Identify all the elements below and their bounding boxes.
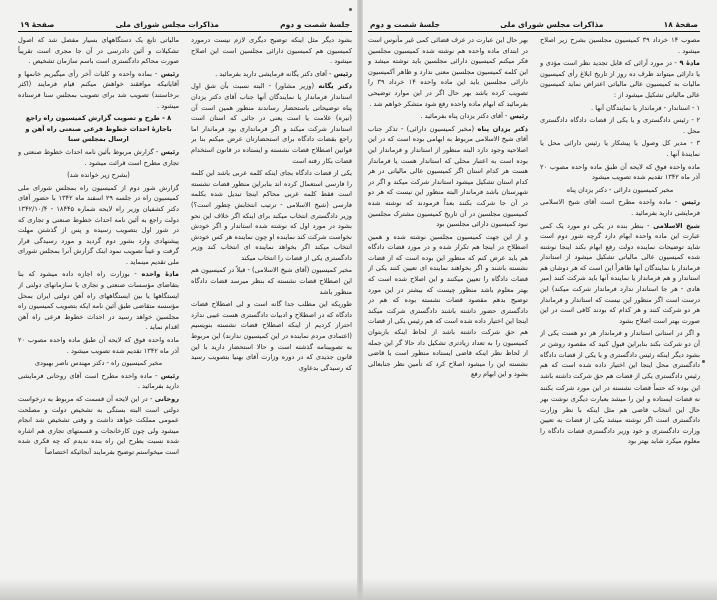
paragraph-text: - در مورد آرائی که قابل تجدید نظر است مؤدی و یا دارائی میتواند ظرف ده روز از تاریخ ابلاغ رأی کمیسیون مالیات به کمیسیون عالی مالیاتی اعتراض نماید کمیسیون عالی مالیاتی تشکیل میشود از :: [540, 59, 700, 99]
page-number: صفحهٔ ۱۹: [20, 20, 55, 29]
paragraph: [191, 299, 352, 373]
paragraph-text: - آقای دکتر یزدان پناه بفرمائید .: [420, 112, 508, 121]
paragraph: [368, 35, 528, 109]
paragraph-text: ماده واحده فوق که لایحه آن طبق ماده واحده مصوب ۲۰ آذر ماه ۱۳۴۲ تقدیم شده تصویب میشود .: [18, 336, 179, 355]
paragraph-text: و اگر در استانی استاندار و فرماندار هر دو هست یکی از آن دو شرکت بکند بنابراین قبول کنید که مقصود روشن تر بشود دیگر اینکه رئیس دادگستری و یا یکی از قضات دادگاه دادگستری محل اینجا این اختیار داده شده است که هم رئیس دادگستری یکی از قضات هم حق شرکت داشته باشد: [540, 329, 700, 380]
paragraph-text: گزارش شور دوم از کمیسیون راه بمجلس شورای ملی کمیسیون راه در جلسه ۲۹ اسفند ماه ۱۳۴۲ با حضور آقای دکتر کشفیان وزیر راه لایحه شماره ۱۸۴۴۵ - ۱۳۴۲/۱۰/۴ دولت راجع به آئین نامه احداث خطوط صنعتی و تجاری که در شور اول بتصویب رسیده و پس از گذشتن مهلت پیشنهادی وارد بشور دوم گردید و مورد رسیدگی قرار گرفت و عیناً تصویب نمود اینک گزارش آنرا بمجلس شورای ملی تقدیم مینماید .: [18, 183, 179, 266]
running-header-right: [368, 18, 700, 29]
paragraph-text: - در این لایحه آن قسمت که مربوط به درخواست دولتی است البته بستگی به تشخیص دولت و مصلحت عمومی مملکت خواهد داشت و وقتی تشخیص شد انجام میشود ولی چون کارخانجات و قسمتهای تجاری هم اشاره شده نسبت بطرح این راه بنده ندیدم که چه فکری شده است میخواستم توضیح بفرمایند آنجائیکه اختصاصاً: [18, 395, 179, 456]
paragraph: [540, 383, 700, 447]
paragraph-text: مخبر کمیسیون دارائی - دکتر یزدان پناه: [566, 185, 674, 194]
paragraph-text: ۸ - طرح و تصویب گزارش کمیسیون راه راجع باجازهٔ احداث خطوط فرعی صنعتی راه آهن و ارسال بمجلس سنا: [25, 114, 172, 144]
session-label: جلسهٔ شصت و دوم: [370, 20, 440, 29]
paragraph-text: طوریکه این مطلب جدا گانه است و لی اصطلاح قضات دادگاه که در اصطلاح و ادبیات دادگستری هست عیبی ندارد احتراز کردیم از اینکه اصطلاح قضات نشسته بنویسیم (اعتمادی مردم نماینده در این کمیسیون ندارند) این مربوط به تصویبنامه گذشته است و حالا استحضار دارید با این قانون جدیدی که در دوره وزارت آقای بهنیا بتصویب رسید که رسیدگی بدعاوی: [191, 300, 352, 372]
column-left: [18, 35, 179, 570]
header-rule: [368, 31, 700, 32]
session-label: جلسهٔ شصت و دوم: [280, 20, 350, 29]
paragraph-text: مصوب ۱۴ خرداد ۳۹ کمیسیون مجلسین بشرح زیر اصلاح میشود .: [540, 36, 700, 55]
paragraph: [540, 35, 700, 56]
section-heading: [18, 113, 179, 145]
scan-speck: [702, 360, 705, 363]
paragraph: [540, 221, 700, 327]
paragraph-text: ۱ - استاندار - فرماندار یا نمایندگان آنها .: [591, 103, 700, 112]
left-page: [18, 18, 352, 578]
speaker-name: مادهٔ واحده: [136, 270, 179, 279]
paragraph-text: مخبر کمیسیون راه - دکتر مهندس ناصر بهبودی: [34, 359, 163, 368]
page-number: صفحهٔ ۱۸: [663, 20, 698, 29]
paragraph-text: - ماده واحده مطرح است آقای روحانی فرمایشی دارید بفرمائید .: [18, 371, 179, 391]
paragraph-text: - بماده واحده و کلیات آخر رأی میگیریم خانمها و آقایانیکه موافقند خواهش میکنم قیام فرمایند (اکثر برخاستند) تصویب شد برای تصویب بمجلس سنا فرستاده میشود .: [18, 69, 179, 110]
paragraph-text: ۳ - مدیر کل وصول یا پیشکار یا رئیس دارائی محل یا نمایندهٔ آنها .: [540, 139, 700, 158]
paragraph: [540, 328, 700, 381]
paragraph-text: - گزارش مربوط بآئین نامه احداث خطوط صنعتی و تجاری مطرح است قرائت میشود .: [18, 147, 179, 167]
paragraph: [18, 35, 179, 67]
paragraph: [368, 124, 528, 230]
paragraph: [540, 58, 700, 100]
right-page: [368, 18, 700, 578]
paragraph: [18, 394, 179, 458]
paragraph-text: مخبر کمیسیون (آقای شیخ الاسلامی) - قبلاً در کمیسیون هم این اصطلاح قضات نشسته که بنظر میرسد قضات دادگاه منظور باشد: [191, 266, 352, 296]
speaker-name: رئیس: [677, 198, 700, 207]
paragraph: [540, 162, 700, 183]
paragraph-text: مالیاتی تابع یک دستگاههای بسیار مفصل شد که اصول تشکیلات و آئین دادرسی در آن جا مجری است تقریباً صورت محاکم دادگستری است باسم سازمان تشخیص .: [18, 36, 179, 66]
paragraph: [540, 197, 700, 218]
centered-note: [540, 185, 700, 196]
centered-note: [18, 358, 179, 369]
paragraph: [191, 69, 352, 80]
paragraph: [191, 265, 352, 297]
text-columns: [18, 35, 352, 570]
paragraph-text: - ماده واحده مطرح است آقای شیخ الاسلامی فرمایشی دارید بفرمائید .: [540, 198, 700, 217]
scan-bottom-edge: [0, 578, 717, 600]
centered-note: [18, 170, 179, 181]
column-right: [191, 35, 352, 570]
speaker-name: شیخ الاسلامی: [649, 221, 700, 230]
running-header-left: [18, 18, 352, 29]
paragraph: [540, 103, 700, 114]
paragraph: [18, 335, 179, 356]
speaker-name: رئیس: [158, 147, 179, 156]
paragraph-text: این بوده که حتماً قضات نشسته در این مورد شرکت بکنند نه قضات ایستاده و این را میشد بعبارت دیگری نوشت بهر حال این انتخاب قاضی هم مثل اینکه با نظر وزارت دادگستری است اگر نوشته میشد یکی از قضات به تعیین وزارت دادگستری و خود وزیر دادگستری قضات دادگاه را معلوم میکرد شاید بهتر بود: [540, 384, 700, 446]
speaker-name: رئیس: [157, 371, 179, 380]
paragraph-text: - بنظر بنده در یکی دو مورد یک کمی عبارت این ماده واحده ابهام دارد گرچه شور دوم است شاید توضیحات نماینده دولت رفع ابهام بکند اینجا نوشته شده کمیسیون عالی مالیاتی تشکیل میشود از استاندار فرماندار یا نمایندگان آنها ظاهراً این است که هر دوشان هم استاندار و هم فرماندار یا نماینده آنها باید شرکت کنند (میر هادی - هر جا استاندار ندارد فرماندار شرکت میکند) این درست است اگر منظور این نیست که استاندار و فرماندار هر دو شرکت کنند و هر کدام که بودند کافی است در این صورت بهتر است اصلاح بشود: [540, 221, 700, 325]
paragraph-text: ماده واحده فوق که لایحه آن طبق ماده واحده مصوب ۲۰ آذر ماه ۱۳۴۲ تقدیم شده تصویب میشود: [540, 162, 700, 182]
scan-speck: [349, 8, 352, 11]
paragraph-text: (مخبر کمیسیون دارائی) - تذکر جناب آقای شیخ الاسلامی مربوط به ابهامی بوده است که در این اصلاحیه وجود دارد البته منظور از استاندار و فرماندار این بوده است به اعتبار محلی که استاندار هست یا فرماندار هست هر کدام استان اگر کمیسیون عالی مالیاتی در هر کدام استان تشکیل میشود استاندار شرکت میکند و اگر در شهرستان باشد فرماندار البته منظور این نیست که هر دو در آن جا شرکت بکنند بعداً فرمودند که نوشته شده کمیسیون مجلسین در آن تاریخ کمیسیون مشترک مجلسین نبود کمیسیون دارائی مجلسین بود: [368, 124, 528, 229]
paragraph: [18, 371, 179, 392]
paragraph: [18, 69, 179, 111]
paragraph-text: بهر حال این عبارت در عرف قضائی کمی غیر مأنوس است در ابتدای ماده واحده هم نوشته شده کمیسیون مجلسین فکر میکنم کمیسیون دارائی مجلسین باید نوشته میشد و این کلمه کمیسیون مجلسین معنی ندارد و ظاهر آکمیسیون دارائی مجلسین باید این ماده واحده ۱۴ خرداد ۳۹ را تصویب کرده باشد بهر حال اگر در این موارد توضیحی بفرمائید که ابهام ماده واحده رفع شود متشکر خواهم شد .: [368, 36, 528, 108]
paragraph: [368, 111, 528, 122]
paragraph-text: یکی از قضات دادگاه بجای اینکه کلمه عربی باشد این کلمه را فارسی استعمال کرده اند بنابراین منظور قضات نشسته است فقط کلمه عربی محاکم اینجا تبدیل شده بکلمه فارسی (شیخ الاسلامی - ترتیب انتخابش چطور است؟) وزیر دادگستری انتخاب میکند برای اینکه اگر خلاف این نحو بشود در مورد اول که نوشته شده استاندار و اگر خودش نخواست شرکت کند نماینده او چون نماینده هر کس خودش انتخاب میکند اگر بخواهد نماینده ای انتخاب کند وزیر دادگستری یکی از قضات را انتخاب میکند: [191, 169, 352, 262]
paragraph-text: و از این جهت کمیسیون مجلسین نوشته شده و همین اصطلاح در اینجا هم تکرار شده و در مورد قضات دادگاه هم باید عرض کنم که منظور این بوده است که از قضات نشسته باشند و اگر بخواهند نماینده ای تعیین کنند یکی از قضات دادگاه را تعیین میکنند و این اصلاح شده است که بهتر معلوم باشد منظور چیست که بیشتر در این مورد توضیح بدهم مقصود قضات نشسته بوده که هم در دادگستری حضور داشته باشند دادگستری شرکت میکند اینجا این اختیار داده شده است که هم رئیس یکی از قضات هم حق شرکت داشته باشد از لحاظ اینکه بازبتوان کمیسیون را به تعداد زیادتری تشکیل داد حالا گر این جمله از لحاظ نظر اینکه قاضی ایستاده منظور است یا قاضی نشسته این را میشود اصلاح کرد که تأمین نظر جنابعالی بشود و این ابهام رفع: [368, 232, 528, 379]
journal-title: مذاکرات مجلس شورای ملی: [500, 20, 604, 29]
speaker-name: روحانی: [152, 395, 179, 403]
page-gutter: [357, 0, 363, 600]
paragraph: [18, 147, 179, 168]
text-columns: [368, 35, 700, 570]
paragraph-text: (بشرح زیر خوانده شد): [67, 171, 130, 180]
column-right: [540, 35, 700, 570]
paragraph-text: - آقای دکتر یگانه فرمایشی دارید بفرمائید .: [215, 69, 332, 78]
paragraph: [540, 115, 700, 136]
paragraph: [191, 81, 352, 166]
header-rule: [18, 31, 352, 32]
paragraph: [540, 138, 700, 159]
speaker-name: رئیس: [157, 69, 179, 78]
journal-title: مذاکرات مجلس شورای ملی: [115, 20, 219, 29]
paragraph-text: (وزیر مشاور) - البته نسبت بآن شق اول استاندار فرماندار یا نمایندگان آنها جناب آقای دکتر یزدان پناه توضیحاتی باستحضار رساندند منظور همین است آن (تیره) علامت یا است یعنی در جائی که استان است استاندار شرکت میکند و اگر فرمانداری بود فرماندار اما راجع بقضات دادگاه برای استحضارتان عرض میکنم بنا بر قوانین اصطلاح قضات نشسته و ایستاده در قانون استخدام قضات بکار رفته است: [191, 82, 352, 165]
paragraph: [368, 232, 528, 380]
speaker-name: رئیس: [507, 112, 528, 121]
speaker-name: رئیس: [331, 69, 352, 78]
column-left: [368, 35, 528, 570]
speaker-name: دکتر یگانه: [314, 82, 352, 91]
speaker-name: دکتر یزدان پناه: [474, 124, 528, 133]
paragraph: [191, 35, 352, 67]
paragraph: [18, 183, 179, 268]
paragraph-text: بشود دیگر مثل اینکه توضیح دیگری لازم نیست درمورد کمیسیون هم کمیسیون دارائی مجلسین است این اصلاح میشود .: [191, 36, 352, 66]
paragraph-text: ۲ - رئیس دادگستری و یا یکی از قضات دادگاه دادگستری محل .: [540, 116, 700, 135]
speaker-name: مادهٔ ۹: [676, 59, 700, 68]
paragraph: [18, 269, 179, 333]
paragraph: [191, 168, 352, 263]
paragraph-text: - بوزارت راه اجازه داده میشود که بنا بتقاضای مؤسسات صنعتی و تجاری یا سازمانهای دولتی از ایستگاهها یا بین ایستگاههای راه آهن دولتی ایران بمحل مؤسسه متقاضی طبق آئین نامه ایکه بتصویب کمیسیون راه مجلسین خواهد رسید در احداث خطوط فرعی راه آهن اقدام نماید .: [18, 270, 179, 332]
